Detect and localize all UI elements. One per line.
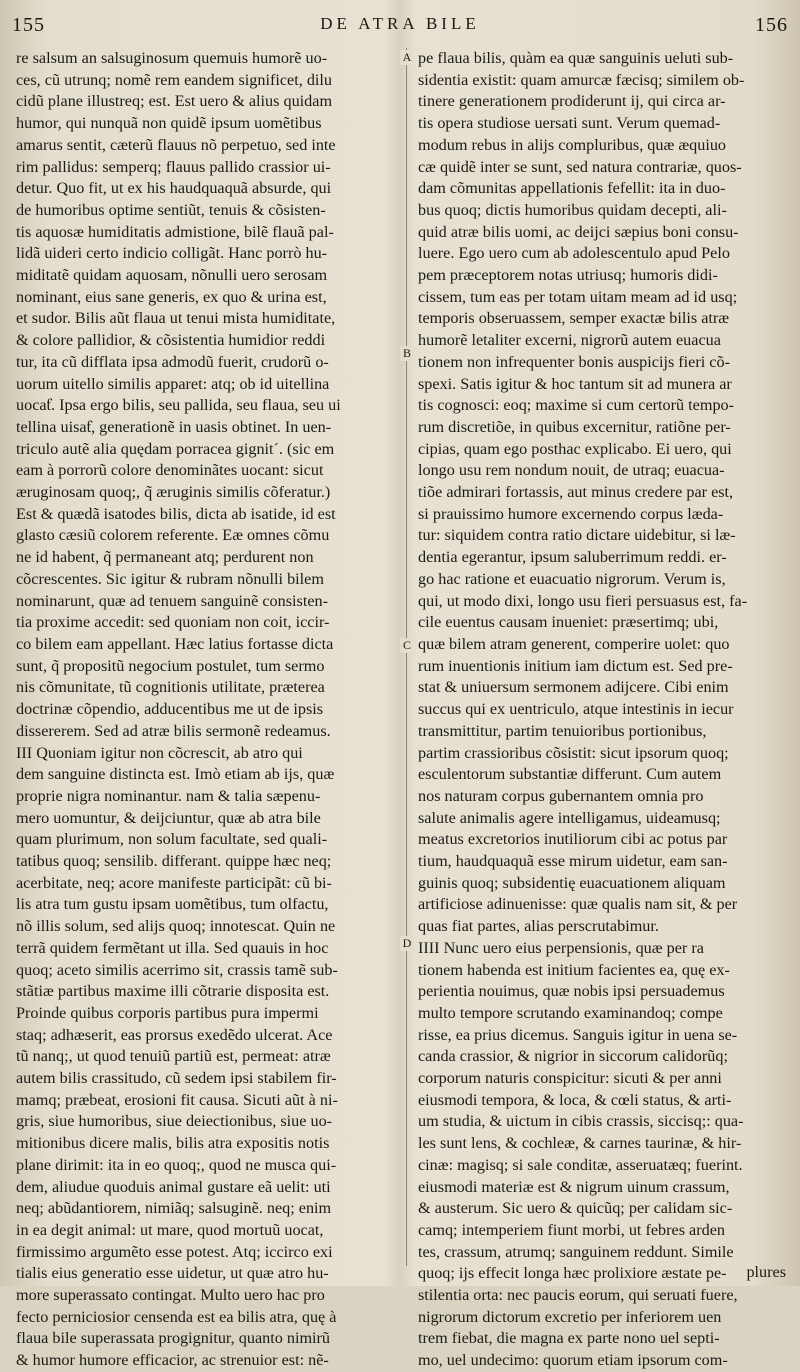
column-divider	[406, 48, 407, 1266]
text-line: canda crassior, & nigrior in siccorum calidorũq;	[418, 1047, 728, 1066]
text-line: multo tempore scrutando examinandoq; compe	[418, 1003, 723, 1022]
text-line: humorẽ letaliter excerni, nigrorũ autem euacua	[418, 331, 721, 350]
text-line: & colore pallidior, & cõsistentia humidior reddi	[16, 331, 326, 350]
text-line: stilentia orta: nec paucis eorum, qui seruati fuere,	[418, 1286, 738, 1305]
text-line: nis cõmunitate, tũ cognitionis utilitate, præterea	[16, 678, 325, 697]
margin-marker-d: D	[400, 936, 414, 951]
text-line: partim crassioribus cõsistit: sicut ipsorum quoq;	[418, 743, 729, 762]
text-line: risse, ea prius dicemus. Sanguis igitur in uena se-	[418, 1025, 738, 1044]
text-line: mero uomuntur, & deijciuntur, quæ ab atra bile	[16, 808, 321, 827]
text-line: luere. Ego uero cum ab adolescentulo apud Pelo	[418, 244, 730, 263]
text-line: tur, ita cũ difflata ipsa admodũ fuerit, crudorũ o-	[16, 352, 329, 371]
text-line: quam plurimum, non solum facultate, sed quali-	[16, 830, 328, 849]
text-line: tellina uisaƭ, generationẽ in uasis obtinet. In uen-	[16, 417, 332, 436]
text-line: acerbitate, neq; acore manifeste participãt: cũ bi-	[16, 873, 332, 892]
text-line: triculo autẽ alia quędam porracea gignitˊ. (sic em	[16, 439, 335, 458]
text-line: pem præceptorem notas utriusq; humoris didi-	[418, 266, 718, 285]
text-line: quas fiat partes, alias perscrutabimur.	[418, 917, 659, 936]
text-line: tis cognosci: eoq; maxime si cum certorũ tempo-	[418, 396, 735, 415]
margin-marker-b: B	[400, 346, 414, 361]
text-line: uorum uitello similis apparet: atq; ob id uitellina	[16, 374, 330, 393]
text-line: meatus excretorios inutiliorum cibi ac potus par	[418, 830, 728, 849]
text-line: camq; intemperiem fiunt morbi, ut febres arden	[418, 1220, 726, 1239]
text-line: cæ quidẽ inter se sunt, sed natura contrariæ, quos-	[418, 157, 742, 176]
text-line: Est & quædã isatodes bilis, dicta ab isatide, id est	[16, 504, 336, 523]
text-line: staq; adhæserit, eas prorsus exedẽdo ulcerat. Ace	[16, 1025, 333, 1044]
text-line: quoq; ijs effecit longa hæc prolixiore æstate pe-	[418, 1264, 727, 1283]
text-line: proprie nigra nominantur. nam & talia sæpenu-	[16, 786, 321, 805]
text-line: dentia egerantur, ipsum saluberrimum reddi. er-	[418, 548, 727, 567]
text-line: esculentorum substantiæ differunt. Cum autem	[418, 765, 722, 784]
text-line: spexi. Satis igitur & hoc tantum sit ad munera ar	[418, 374, 732, 393]
text-line: dem, aliudue quoduis animal gustare eã uelit: uti	[16, 1177, 331, 1196]
text-line: trem fiebat, die magna ex parte nono uel septi-	[418, 1329, 720, 1348]
column-gutter	[400, 48, 414, 1286]
text-line: miditatẽ quidam aquosam, nõnulli uero serosam	[16, 266, 328, 285]
text-line: temporis obseruassem, semper exactæ bilis atræ	[418, 309, 730, 328]
margin-marker-a: A	[400, 50, 414, 65]
text-line: more superassato contingat. Multo uero hac pro	[16, 1286, 325, 1305]
text-line: cissem, tum eas per totam uitam meam ad id usq;	[418, 287, 738, 306]
text-line: quid atræ bilis uomi, ac deijci sæpius boni consu-	[418, 222, 739, 241]
text-line: nominarunt, quæ ad tenuem sanguinẽ consisten-	[16, 591, 328, 610]
text-line: flaua bile superassata progignitur, quanto nimirũ	[16, 1329, 331, 1348]
text-line: quæ bilem atram generent, comperire uolet: quo	[418, 634, 730, 653]
text-line: qui, ut modo dixi, longo usu fieri persuasus est, fa-	[418, 591, 748, 610]
text-line: neq; abũdantiorem, nimiãq; salsuginẽ. neq; enim	[16, 1199, 332, 1218]
text-line: de humoribus optime sentiũt, tenuis & cõsisten-	[16, 200, 326, 219]
text-line: cõcrescentes. Sic igitur & rubram nõnulli bilem	[16, 569, 324, 588]
text-line: co bilem eam appellant. Hæc latius fortasse dicta	[16, 634, 334, 653]
text-line: detur. Quo fit, ut ex his haudquaquã absurde, qui	[16, 179, 332, 198]
text-line: quoq; aceto similis acerrimo sit, crassis tamẽ sub-	[16, 960, 338, 979]
left-page-number: 155	[12, 14, 45, 36]
text-line: tur: siquidem contra ratio dictare uidebitur, si læ-	[418, 526, 736, 545]
text-line: nominant, eius sane generis, ex quo & urina est,	[16, 287, 327, 306]
text-line: lis atra tum gustu ipsam uomẽtibus, tum olfactu,	[16, 895, 329, 914]
text-line: tis opera studiose uersati sunt. Verum quemad-	[418, 114, 721, 133]
text-line: & austerum. Sic uero & quicũq; per calidam sic-	[418, 1199, 733, 1218]
text-line: tatibus quoq; sensilib. differant. quippe hæc neq;	[16, 852, 332, 871]
text-line: eiusmodi tempora, & loca, & cœli status, & arti-	[418, 1090, 732, 1109]
text-line: tiõe admirari fortassis, aut minus credere par est,	[418, 483, 734, 502]
text-line: pe flaua bilis, quàm ea quæ sanguinis ueluti sub-	[418, 49, 734, 67]
text-line: æruginosam quoq;, q̃ æruginis similis cõferatur.)	[16, 483, 331, 502]
text-line: sunt, q̃ propositũ negocium postulet, tum sermo	[16, 656, 325, 675]
left-text-column	[16, 48, 392, 1372]
right-page-number: 156	[755, 14, 788, 36]
text-line: amarus sentit, cæterũ flauus nõ perpetuo, sed inte	[16, 135, 336, 154]
text-line: tionem habenda est initium facientes ea, quę ex-	[418, 960, 730, 979]
margin-marker-c: C	[400, 638, 414, 653]
text-line: sidentia existit: quam amurcæ fæcisq; similem ob-	[418, 70, 745, 89]
text-line: mamq; præbeat, erosioni fit causa. Sicuti aũt à ni-	[16, 1090, 338, 1109]
text-line: in ea degit animal: ut mare, quod mortuũ uocat,	[16, 1220, 324, 1239]
text-line: rum discretiõe, in quibus excernitur, ratiõne per-	[418, 417, 731, 436]
text-line: III Quoniam igitur non cõcrescit, ab atro qui	[16, 743, 303, 762]
text-line: les sunt lens, & cochleæ, & carnes taurinæ, & hir-	[418, 1134, 742, 1153]
running-title: DE ATRA BILE	[320, 14, 480, 33]
text-line: tia proxime accedit: sed quoniam non coit, iccir-	[16, 613, 330, 632]
text-line: rum inuentionis initium iam dictum est. Sed pre-	[418, 656, 733, 675]
text-line: go hac ratione et euacuatio nigrorum. Verum is,	[418, 569, 726, 588]
text-line: eiusmodi materiæ est & nigrum uinum crassum,	[418, 1177, 730, 1196]
text-line: eam à porrorũ colore denominãtes uocant: sicut	[16, 461, 324, 480]
text-line: modum rebus in alijs compluribus, quæ æquiuo	[418, 135, 727, 154]
text-line: autem bilis crassitudo, cũ sedem ipsi stabilem fir-	[16, 1069, 337, 1088]
text-line: tis aquosæ humiditatis admistione, bilẽ flauã pal-	[16, 222, 334, 241]
text-line: tionem non infrequenter bonis auspicijs fieri cõ-	[418, 352, 730, 371]
text-line: rim pallidus: semperq; flauus pallido crassior ui-	[16, 157, 331, 176]
text-line: dam cõmunitas appellationis fefellit: ita in duo-	[418, 179, 726, 198]
text-line: perientia nouimus, quæ nobis ipsi persuademus	[418, 982, 725, 1001]
text-line: mo, uel undecimo: quorum etiam ipsorum com-	[418, 1351, 728, 1370]
catchword: plures	[746, 1263, 786, 1281]
text-line: guinis quoq; subsidentię euacuationem aliquam	[418, 873, 726, 892]
right-text-column	[418, 48, 792, 1372]
text-line: bus quoq; dictis humoribus quidam decepti, ali-	[418, 200, 727, 219]
text-line: fecto perniciosior censenda est ea bilis atra, quę à	[16, 1307, 337, 1326]
text-line: humor, qui nunquã non quidẽ ipsum uomẽtibus	[16, 114, 322, 133]
text-line: si prauissimo humore excernendo corpus læda-	[418, 504, 724, 523]
text-line: Proinde quibus corporis partibus pura impermi	[16, 1003, 319, 1022]
text-line: lidã uideri certo indicio colligãt. Hanc porrò hu-	[16, 244, 328, 263]
text-line: & humor humore efficacior, ac strenuior est: nẽ-	[16, 1351, 329, 1370]
text-line: dissererem. Sed ad atræ bilis sermonẽ redeamus.	[16, 721, 331, 740]
text-line: cile euentus causam inueniet: præsertimq; ubi,	[418, 613, 719, 632]
text-line: tũ nanq;, ut quod tenuiũ partiũ est, permeat: atræ	[16, 1047, 331, 1066]
page-header	[0, 8, 800, 48]
text-line: tium, haudquaquã esse mirum uidetur, eam san-	[418, 852, 728, 871]
text-line: gris, siue humoribus, siue deiectionibus, siue uo-	[16, 1112, 333, 1131]
text-line: longo usu rem nondum nouit, de utraq; euacua-	[418, 461, 725, 480]
text-line: et sudor. Bilis aũt flaua ut tenui mista humiditate,	[16, 309, 336, 328]
text-line: nos naturam corpus gubernantem omnia pro	[418, 786, 704, 805]
text-line: um studia, & uictum in cibis crassis, siccisq;: qua-	[418, 1112, 744, 1131]
text-line: uocaƭ. Ipsa ergo bilis, seu pallida, seu flaua, seu ui	[16, 396, 341, 415]
text-line: ne id habent, q̃ permaneant atq; perdurent non	[16, 548, 314, 567]
text-line: mitionibus dicere malis, bilis atra expositis notis	[16, 1134, 330, 1153]
text-line: succus qui ex uentriculo, atque intestinis in iecur	[418, 700, 734, 719]
text-line: doctrinæ cõpendio, adducentibus me ut de ipsis	[16, 700, 324, 719]
text-line: cidũ plane illustreq; est. Est uero & alius quidam	[16, 92, 333, 111]
text-line: ces, cũ utrunq; nomẽ rem eandem significet, dilu	[16, 70, 333, 89]
text-line: dem sanguine distincta est. Imò etiam ab ijs, quæ	[16, 765, 335, 784]
text-line: nigrorum dictorum excretio per inferiorem uen	[418, 1307, 722, 1326]
text-line: glasto cæsiũ colorem referente. Eæ omnes cõmu	[16, 526, 330, 545]
text-line: salute animalis agere intelligamus, uideamusq;	[418, 808, 721, 827]
text-line: re salsum an salsuginosum quemuis humorẽ uo-	[16, 49, 328, 67]
text-line: tinere generationem prodiderunt ij, qui circa ar-	[418, 92, 726, 111]
text-line: IIII Nunc uero eius perpensionis, quæ per ra	[418, 938, 704, 957]
text-line: tialis eius generatio esse uidetur, ut quæ atro hu-	[16, 1264, 329, 1283]
text-line: tes, crassum, atrumq; sanguinem reddunt. Simile	[418, 1242, 734, 1261]
text-line: stãtiæ partibus maxime illi cõtrarie disposita est.	[16, 982, 330, 1001]
text-line: artificiose adinuenisse: quæ qualis nam sit, & per	[418, 895, 738, 914]
text-line: stat & uniuersum sermonem adijcere. Cibi enim	[418, 678, 729, 697]
text-line: corporum naturis conspicitur: sicuti & per anni	[418, 1069, 722, 1088]
text-line: cinæ: magisq; si sale conditæ, asseruatæq; fuerint.	[418, 1155, 743, 1174]
text-line: plane dirimit: ita in eo quoq;, quod ne musca qui-	[16, 1155, 337, 1174]
text-line: terrã quidem fermẽtant ut illa. Sed quauis in hoc	[16, 938, 329, 957]
text-line: transmittitur, partim tenuioribus portionibus,	[418, 721, 707, 740]
text-line: nõ illis solum, sed alijs quoq; innotescat. Quin ne	[16, 917, 336, 936]
text-line: cipias, quam ego posthac explicabo. Ei uero, qui	[418, 439, 732, 458]
text-line: firmissimo argumẽto esse potest. Atq; iccirco exi	[16, 1242, 333, 1261]
